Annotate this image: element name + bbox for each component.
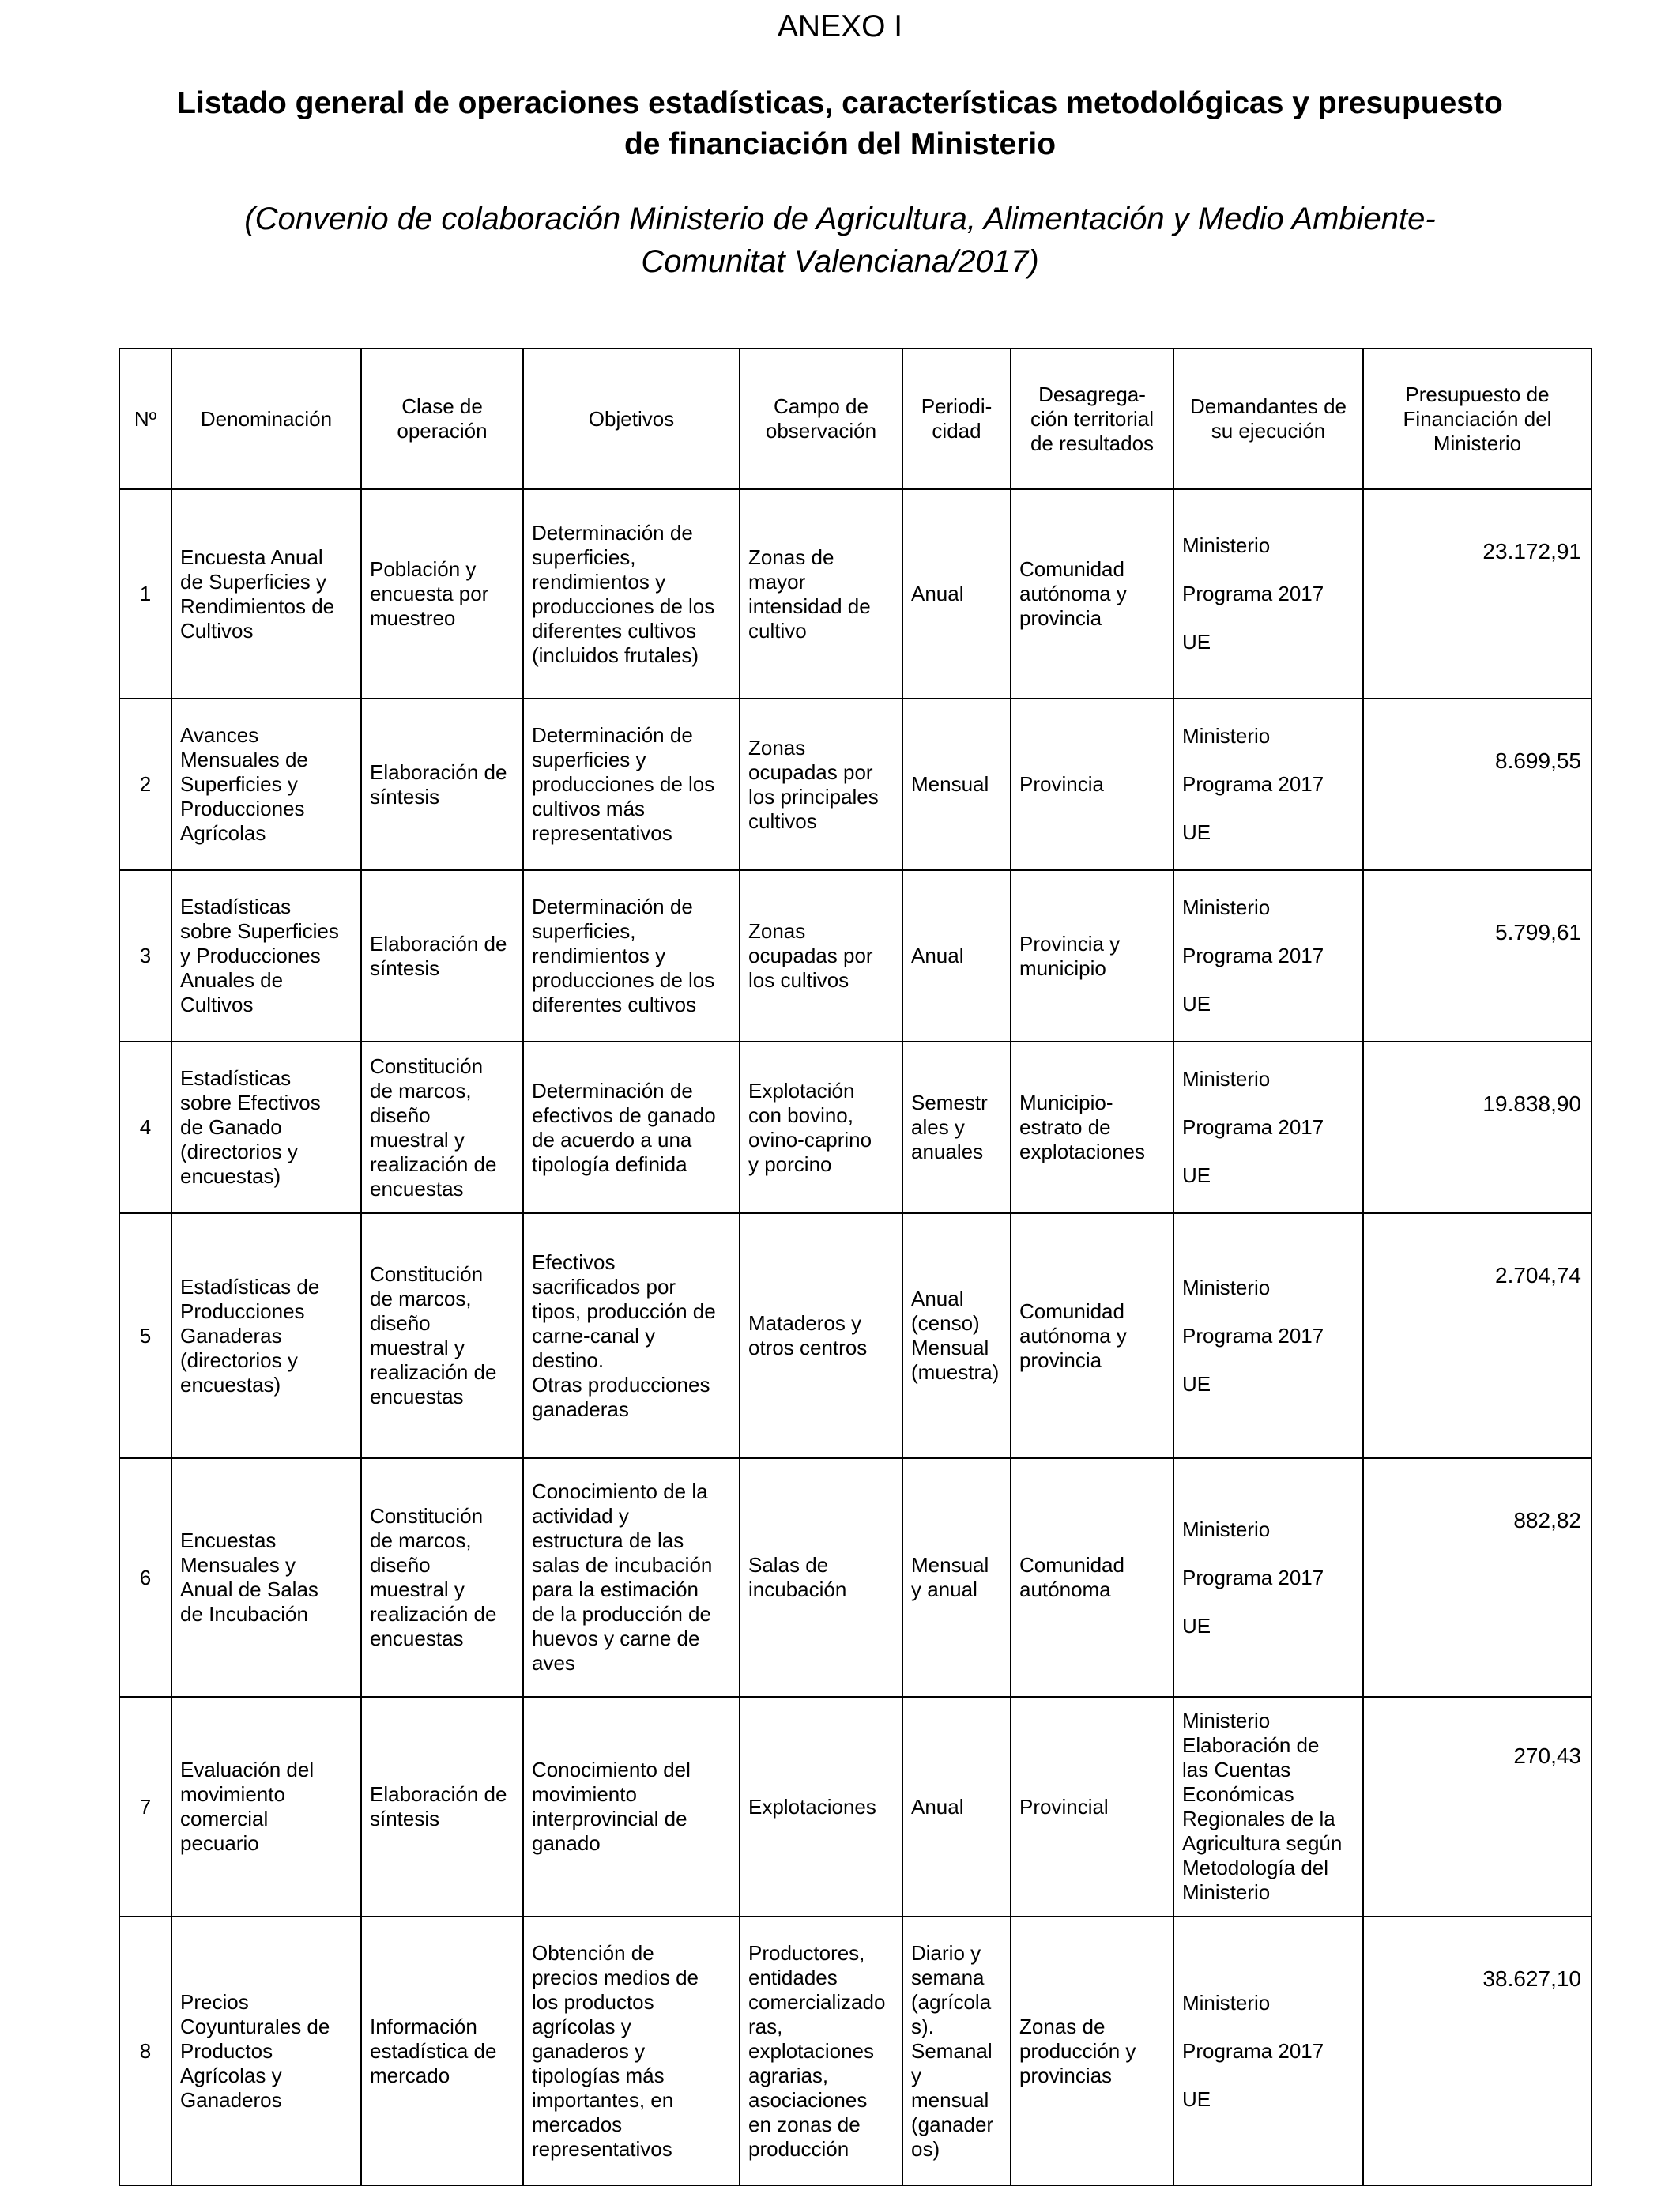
cell-periodicidad: Anual bbox=[902, 1697, 1011, 1917]
cell-objetivos: Determinación de superficies, rendimientos y producciones de los diferentes cultivos (incluidos frutales) bbox=[523, 489, 740, 699]
cell-num: 6 bbox=[119, 1458, 171, 1697]
table-row bbox=[119, 1697, 1591, 1917]
header-periodicidad: Periodi- cidad bbox=[902, 349, 1011, 489]
cell-desagregacion: Comunidad autónoma y provincia bbox=[1011, 1213, 1173, 1458]
demandante-item: UE bbox=[1182, 1613, 1211, 1638]
cell-denominacion: Estadísticas sobre Efectivos de Ganado (directorios y encuestas) bbox=[171, 1042, 361, 1213]
cell-desagregacion: Comunidad autónoma bbox=[1011, 1458, 1173, 1697]
cell-denominacion: Avances Mensuales de Superficies y Producciones Agrícolas bbox=[171, 699, 361, 870]
cell-periodicidad: Semestr ales y anuales bbox=[902, 1042, 1011, 1213]
cell-clase: Elaboración de síntesis bbox=[361, 870, 523, 1042]
cell-num: 4 bbox=[119, 1042, 171, 1213]
cell-num: 3 bbox=[119, 870, 171, 1042]
cell-presupuesto: 23.172,91 bbox=[1363, 489, 1591, 699]
table-row bbox=[119, 699, 1591, 870]
demandante-item: Programa 2017 bbox=[1182, 1115, 1324, 1139]
cell-presupuesto: 5.799,61 bbox=[1363, 870, 1591, 1042]
cell-presupuesto: 882,82 bbox=[1363, 1458, 1591, 1697]
header-num: Nº bbox=[119, 349, 171, 489]
table-header-row bbox=[119, 349, 1591, 489]
header-clase: Clase de operación bbox=[361, 349, 523, 489]
table-row bbox=[119, 1042, 1591, 1213]
cell-denominacion: Estadísticas sobre Superficies y Producciones Anuales de Cultivos bbox=[171, 870, 361, 1042]
cell-denominacion: Estadísticas de Producciones Ganaderas (directorios y encuestas) bbox=[171, 1213, 361, 1458]
cell-campo: Explotación con bovino, ovino-caprino y porcino bbox=[740, 1042, 902, 1213]
cell-denominacion: Encuesta Anual de Superficies y Rendimientos de Cultivos bbox=[171, 489, 361, 699]
cell-objetivos: Determinación de superficies, rendimientos y producciones de los diferentes cultivos bbox=[523, 870, 740, 1042]
cell-campo: Zonas ocupadas por los principales cultivos bbox=[740, 699, 902, 870]
header-campo: Campo de observación bbox=[740, 349, 902, 489]
cell-desagregacion: Municipio- estrato de explotaciones bbox=[1011, 1042, 1173, 1213]
annex-label: ANEXO I bbox=[777, 9, 903, 43]
cell-periodicidad: Anual bbox=[902, 870, 1011, 1042]
document-subtitle bbox=[79, 198, 1601, 283]
subtitle-line-2: Comunitat Valenciana/2017) bbox=[641, 244, 1039, 279]
subtitle-line-1: (Convenio de colaboración Ministerio de Agricultura, Alimentación y Medio Ambiente- bbox=[244, 202, 1436, 236]
cell-num: 5 bbox=[119, 1213, 171, 1458]
table-row bbox=[119, 870, 1591, 1042]
demandante-item: Ministerio bbox=[1182, 1275, 1271, 1299]
demandante-item: Programa 2017 bbox=[1182, 1323, 1324, 1348]
demandante-item: UE bbox=[1182, 820, 1211, 844]
cell-desagregacion: Zonas de producción y provincias bbox=[1011, 1917, 1173, 2185]
cell-demandantes bbox=[1173, 1213, 1363, 1458]
table-row bbox=[119, 1917, 1591, 2185]
cell-presupuesto: 38.627,10 bbox=[1363, 1917, 1591, 2185]
cell-num: 8 bbox=[119, 1917, 171, 2185]
cell-denominacion: Encuestas Mensuales y Anual de Salas de Incubación bbox=[171, 1458, 361, 1697]
demandante-item: Programa 2017 bbox=[1182, 772, 1324, 796]
cell-presupuesto: 19.838,90 bbox=[1363, 1042, 1591, 1213]
header-presupuesto: Presupuesto de Financiación del Ministerio bbox=[1363, 349, 1591, 489]
cell-presupuesto: 2.704,74 bbox=[1363, 1213, 1591, 1458]
cell-demandantes bbox=[1173, 1917, 1363, 2185]
document-title bbox=[79, 83, 1601, 165]
cell-clase: Constitución de marcos, diseño muestral y realización de encuestas bbox=[361, 1458, 523, 1697]
demandante-item: UE bbox=[1182, 630, 1211, 654]
operations-table bbox=[119, 348, 1592, 2186]
cell-clase: Información estadística de mercado bbox=[361, 1917, 523, 2185]
cell-desagregacion: Provincia y municipio bbox=[1011, 870, 1173, 1042]
demandante-item: Ministerio bbox=[1182, 1517, 1271, 1541]
cell-campo: Explotaciones bbox=[740, 1697, 902, 1917]
cell-objetivos: Determinación de efectivos de ganado de acuerdo a una tipología definida bbox=[523, 1042, 740, 1213]
cell-denominacion: Precios Coyunturales de Productos Agrícolas y Ganaderos bbox=[171, 1917, 361, 2185]
cell-desagregacion: Comunidad autónoma y provincia bbox=[1011, 489, 1173, 699]
cell-periodicidad: Diario y semana (agrícola s). Semanal y mensual (ganader os) bbox=[902, 1917, 1011, 2185]
demandante-item: Programa 2017 bbox=[1182, 1565, 1324, 1589]
demandante-item: Ministerio bbox=[1182, 895, 1271, 919]
cell-objetivos: Obtención de precios medios de los productos agrícolas y ganaderos y tipologías más importantes, en mercados representativos bbox=[523, 1917, 740, 2185]
cell-objetivos: Efectivos sacrificados por tipos, producción de carne-canal y destino. Otras producciones ganaderas bbox=[523, 1213, 740, 1458]
demandante-item: Ministerio bbox=[1182, 533, 1271, 557]
table-body bbox=[119, 489, 1591, 2185]
cell-demandantes bbox=[1173, 1042, 1363, 1213]
demandante-item: Ministerio Elaboración de las Cuentas Económicas Regionales de la Agricultura según Metodología del Ministerio bbox=[1182, 1709, 1343, 1904]
cell-desagregacion: Provincia bbox=[1011, 699, 1173, 870]
demandante-item: Ministerio bbox=[1182, 1067, 1271, 1091]
cell-campo: Salas de incubación bbox=[740, 1458, 902, 1697]
header-demandantes: Demandantes de su ejecución bbox=[1173, 349, 1363, 489]
cell-presupuesto: 8.699,55 bbox=[1363, 699, 1591, 870]
cell-num: 2 bbox=[119, 699, 171, 870]
demandante-item: Ministerio bbox=[1182, 724, 1271, 748]
demandante-item: UE bbox=[1182, 1371, 1211, 1396]
cell-demandantes bbox=[1173, 1458, 1363, 1697]
cell-demandantes bbox=[1173, 489, 1363, 699]
cell-periodicidad: Mensual bbox=[902, 699, 1011, 870]
cell-clase: Elaboración de síntesis bbox=[361, 1697, 523, 1917]
demandante-item: UE bbox=[1182, 1163, 1211, 1187]
cell-periodicidad: Anual (censo) Mensual (muestra) bbox=[902, 1213, 1011, 1458]
title-line-2: de financiación del Ministerio bbox=[623, 127, 1057, 161]
cell-campo: Zonas de mayor intensidad de cultivo bbox=[740, 489, 902, 699]
cell-demandantes bbox=[1173, 699, 1363, 870]
cell-presupuesto: 270,43 bbox=[1363, 1697, 1591, 1917]
cell-campo: Zonas ocupadas por los cultivos bbox=[740, 870, 902, 1042]
cell-periodicidad: Mensual y anual bbox=[902, 1458, 1011, 1697]
cell-clase: Elaboración de síntesis bbox=[361, 699, 523, 870]
demandante-item: Programa 2017 bbox=[1182, 582, 1324, 605]
cell-objetivos: Conocimiento de la actividad y estructura de las salas de incubación para la estimación de la producción de huevos y carne de aves bbox=[523, 1458, 740, 1697]
cell-demandantes bbox=[1173, 1697, 1363, 1917]
cell-clase: Constitución de marcos, diseño muestral y realización de encuestas bbox=[361, 1213, 523, 1458]
cell-periodicidad: Anual bbox=[902, 489, 1011, 699]
cell-objetivos: Conocimiento del movimiento interprovincial de ganado bbox=[523, 1697, 740, 1917]
header-desagregacion: Desagrega- ción territorial de resultados bbox=[1011, 349, 1173, 489]
demandante-item: Programa 2017 bbox=[1182, 2038, 1324, 2063]
cell-campo: Productores, entidades comercializado ras, explotaciones agrarias, asociaciones en zonas de producción bbox=[740, 1917, 902, 2185]
cell-denominacion: Evaluación del movimiento comercial pecuario bbox=[171, 1697, 361, 1917]
title-line-1: Listado general de operaciones estadísticas, características metodológicas y presupuesto bbox=[177, 86, 1503, 120]
cell-clase: Constitución de marcos, diseño muestral y realización de encuestas bbox=[361, 1042, 523, 1213]
cell-objetivos: Determinación de superficies y producciones de los cultivos más representativos bbox=[523, 699, 740, 870]
cell-campo: Mataderos y otros centros bbox=[740, 1213, 902, 1458]
table-row bbox=[119, 1213, 1591, 1458]
header-objetivos: Objetivos bbox=[523, 349, 740, 489]
cell-num: 7 bbox=[119, 1697, 171, 1917]
cell-demandantes bbox=[1173, 870, 1363, 1042]
header-denominacion: Denominación bbox=[171, 349, 361, 489]
cell-clase: Población y encuesta por muestreo bbox=[361, 489, 523, 699]
demandante-item: UE bbox=[1182, 2087, 1211, 2111]
demandante-item: UE bbox=[1182, 992, 1211, 1016]
cell-desagregacion: Provincial bbox=[1011, 1697, 1173, 1917]
demandante-item: Ministerio bbox=[1182, 1990, 1271, 2015]
cell-num: 1 bbox=[119, 489, 171, 699]
table-row bbox=[119, 489, 1591, 699]
demandante-item: Programa 2017 bbox=[1182, 944, 1324, 967]
table-row bbox=[119, 1458, 1591, 1697]
